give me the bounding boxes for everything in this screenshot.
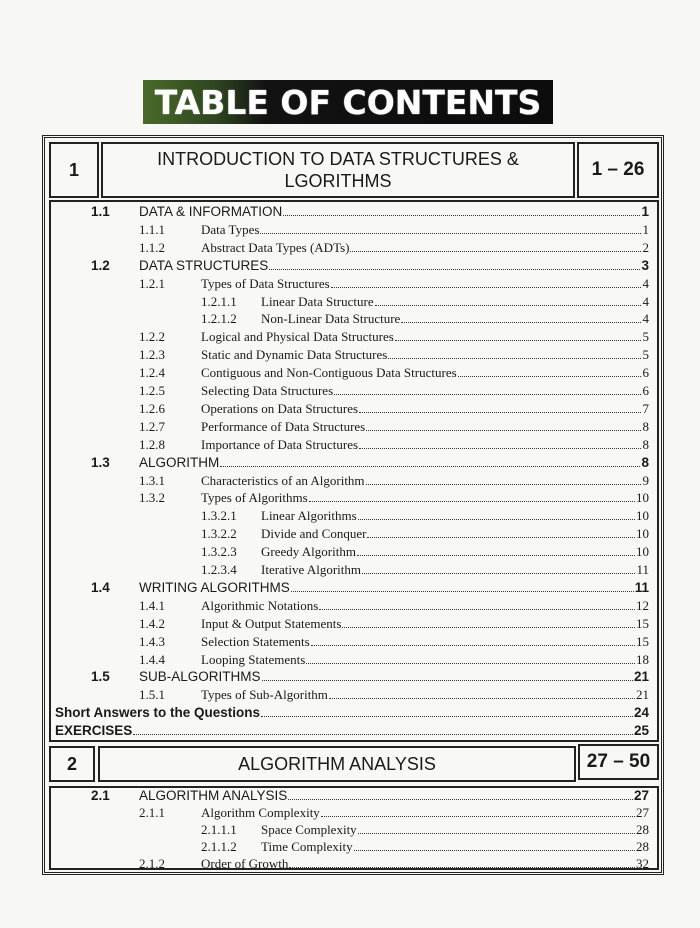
toc-entry-number: 1.4.1 bbox=[139, 597, 165, 613]
toc-entry-page: 3 bbox=[641, 257, 649, 273]
dot-leader bbox=[359, 437, 641, 449]
dot-leader bbox=[306, 652, 635, 664]
dot-leader bbox=[311, 634, 635, 646]
toc-entry-number: 1.3.2.1 bbox=[201, 508, 237, 524]
toc-entry-number: 2.1 bbox=[91, 788, 110, 803]
toc-entry-number: 1.3 bbox=[91, 454, 110, 470]
dot-leader bbox=[388, 347, 641, 359]
toc-entry[interactable] bbox=[51, 347, 657, 365]
chapter-1-entries bbox=[49, 200, 659, 742]
toc-entry-page: 11 bbox=[634, 579, 649, 595]
toc-entry-number: 1.3.2 bbox=[139, 490, 165, 506]
toc-entry-page: 21 bbox=[636, 687, 649, 703]
toc-entry[interactable] bbox=[51, 788, 657, 806]
toc-entry-label: Linear Algorithms bbox=[261, 508, 357, 524]
toc-entry-label: Abstract Data Types (ADTs) bbox=[201, 239, 350, 255]
toc-entry[interactable] bbox=[51, 365, 657, 383]
toc-entry[interactable] bbox=[51, 526, 657, 544]
dot-leader bbox=[375, 294, 641, 306]
chapter-1-number: 1 bbox=[49, 142, 99, 198]
dot-leader bbox=[334, 383, 641, 395]
toc-entry-number: 1.4 bbox=[91, 579, 110, 595]
toc-entry-number: 1.1.2 bbox=[139, 239, 165, 255]
toc-entry[interactable] bbox=[51, 222, 657, 240]
toc-entry-page: 28 bbox=[636, 822, 649, 837]
toc-entry-number: 1.4.2 bbox=[139, 615, 165, 631]
toc-entry-page: 5 bbox=[642, 347, 649, 363]
toc-entry-label: Divide and Conquer bbox=[261, 526, 367, 542]
toc-entry[interactable] bbox=[51, 634, 657, 652]
page-title-banner bbox=[143, 80, 553, 124]
toc-entry-label: Logical and Physical Data Structures bbox=[201, 329, 394, 345]
toc-entry-page: 4 bbox=[642, 293, 649, 309]
toc-entry[interactable] bbox=[51, 687, 657, 705]
toc-entry-page: 18 bbox=[636, 651, 649, 667]
toc-entry[interactable] bbox=[51, 455, 657, 473]
toc-entry[interactable] bbox=[51, 490, 657, 508]
toc-entry-number: 1.2.8 bbox=[139, 436, 165, 452]
toc-entry-page: 10 bbox=[636, 526, 649, 542]
toc-entry-number: 1.2 bbox=[91, 257, 110, 273]
toc-entry-label: Selecting Data Structures bbox=[201, 383, 334, 398]
toc-entry[interactable] bbox=[51, 856, 657, 874]
toc-entry-page: 1 bbox=[642, 221, 649, 237]
toc-entry-page: 8 bbox=[642, 436, 649, 452]
dot-leader bbox=[359, 401, 641, 413]
dot-leader bbox=[321, 805, 635, 817]
toc-entry-number: 1.3.1 bbox=[139, 472, 165, 488]
toc-entry-page: 8 bbox=[642, 418, 649, 434]
toc-entry-number: 1.3.2.3 bbox=[201, 544, 237, 560]
toc-entry-page: 1 bbox=[641, 204, 649, 219]
dot-leader bbox=[319, 598, 635, 610]
toc-entry-page: 32 bbox=[636, 856, 649, 871]
dot-leader bbox=[261, 705, 633, 717]
toc-entry[interactable] bbox=[51, 401, 657, 419]
toc-entry[interactable] bbox=[51, 580, 657, 598]
dot-leader bbox=[366, 473, 641, 485]
dot-leader bbox=[401, 311, 641, 323]
toc-entry-number: 1.2.2 bbox=[139, 329, 165, 345]
toc-entry-page: 27 bbox=[636, 805, 649, 820]
toc-entry[interactable] bbox=[51, 508, 657, 526]
toc-entry-label: Importance of Data Structures bbox=[201, 436, 359, 452]
chapter-2-entries bbox=[49, 786, 659, 870]
toc-entry[interactable] bbox=[51, 329, 657, 347]
toc-entry-label: Input & Output Statements bbox=[201, 615, 342, 631]
toc-entry-page: 21 bbox=[633, 669, 649, 685]
dot-leader bbox=[366, 419, 641, 431]
dot-leader bbox=[331, 276, 641, 288]
toc-entry-label: Greedy Algorithm bbox=[261, 544, 356, 560]
toc-entry[interactable] bbox=[51, 822, 657, 840]
page-title: TABLE OF CONTENTS bbox=[154, 82, 542, 122]
toc-entry-label: Selection Statements bbox=[201, 633, 310, 649]
dot-leader bbox=[362, 562, 635, 574]
toc-entry[interactable] bbox=[51, 652, 657, 670]
toc-entry-page: 2 bbox=[642, 239, 649, 255]
toc-entry-label: ALGORITHM bbox=[139, 454, 220, 470]
toc-entry-label: Characteristics of an Algorithm bbox=[201, 472, 365, 488]
toc-entry-page: 28 bbox=[636, 839, 649, 854]
toc-entry-label: Operations on Data Structures bbox=[201, 400, 359, 416]
toc-entry-page: 6 bbox=[642, 365, 649, 381]
toc-entry-number: 2.1.1.2 bbox=[201, 839, 237, 854]
toc-entry[interactable] bbox=[51, 723, 657, 741]
toc-entry-page: 10 bbox=[636, 508, 649, 524]
chapter-1-title-line1: INTRODUCTION TO DATA STRUCTURES & bbox=[157, 149, 519, 169]
toc-entry[interactable] bbox=[51, 204, 657, 222]
toc-entry-page: 5 bbox=[642, 329, 649, 345]
dot-leader bbox=[458, 365, 641, 377]
chapter-2-page-range: 27 – 50 bbox=[578, 744, 659, 780]
toc-entry[interactable] bbox=[51, 294, 657, 312]
dot-leader bbox=[288, 788, 633, 800]
toc-entry-page: 8 bbox=[641, 454, 649, 470]
toc-entry[interactable] bbox=[51, 805, 657, 823]
dot-leader bbox=[269, 258, 640, 270]
toc-entry-label: Order of Growth bbox=[201, 856, 289, 871]
toc-entry-number: 1.2.3 bbox=[139, 347, 165, 363]
toc-entry-number: 2.1.1 bbox=[139, 805, 165, 820]
toc-entry-number: 1.4.4 bbox=[139, 651, 165, 667]
toc-entry-number: 1.2.1.2 bbox=[201, 311, 237, 327]
toc-entry-label: Static and Dynamic Data Structures bbox=[201, 347, 388, 363]
toc-entry-page: 6 bbox=[642, 383, 649, 398]
toc-entry[interactable] bbox=[51, 598, 657, 616]
toc-entry-page: 9 bbox=[642, 472, 649, 488]
toc-entry-label: SUB-ALGORITHMS bbox=[139, 669, 261, 685]
toc-entry-page: 24 bbox=[633, 705, 649, 721]
dot-leader bbox=[357, 544, 635, 556]
toc-entry[interactable] bbox=[51, 437, 657, 455]
toc-entry-page: 10 bbox=[636, 544, 649, 560]
toc-entry-number: 1.2.4 bbox=[139, 365, 165, 381]
toc-entry-label: Contiguous and Non-Contiguous Data Structures bbox=[201, 365, 457, 381]
chapter-1-title-line2: LGORITHMS bbox=[284, 171, 392, 191]
toc-entry-label: Non-Linear Data Structure bbox=[261, 311, 401, 327]
toc-entry-page: 12 bbox=[636, 597, 649, 613]
toc-frame bbox=[42, 135, 664, 875]
dot-leader bbox=[133, 723, 633, 735]
toc-entry[interactable] bbox=[51, 383, 657, 401]
dot-leader bbox=[262, 669, 633, 681]
toc-entry-label: ALGORITHM ANALYSIS bbox=[139, 788, 288, 803]
toc-entry-number: 1.2.7 bbox=[139, 418, 165, 434]
chapter-2-title bbox=[98, 746, 576, 782]
dot-leader bbox=[354, 839, 635, 851]
toc-entry-number: 1.2.3.4 bbox=[201, 562, 237, 577]
toc-entry-number: 1.3.2.2 bbox=[201, 526, 237, 542]
toc-entry-number: 1.5 bbox=[91, 669, 110, 685]
dot-leader bbox=[329, 687, 635, 699]
dot-leader bbox=[260, 222, 641, 234]
toc-entry-number: 1.2.6 bbox=[139, 400, 165, 416]
toc-entry-label: EXERCISES bbox=[55, 723, 133, 739]
dot-leader bbox=[367, 526, 635, 538]
toc-entry-number: 1.2.5 bbox=[139, 383, 165, 398]
toc-entry-page: 7 bbox=[642, 400, 649, 416]
toc-entry-page: 4 bbox=[642, 311, 649, 327]
toc-entry-number: 1.1 bbox=[91, 204, 110, 219]
toc-entry-label: Types of Sub-Algorithm bbox=[201, 687, 328, 703]
toc-entry-number: 1.2.1.1 bbox=[201, 293, 237, 309]
toc-entry-number: 1.1.1 bbox=[139, 221, 165, 237]
toc-entry-page: 25 bbox=[633, 723, 649, 739]
toc-entry-number: 1.5.1 bbox=[139, 687, 165, 703]
toc-entry-page: 4 bbox=[642, 275, 649, 291]
toc-entry-label: DATA & INFORMATION bbox=[139, 204, 283, 219]
toc-entry-label: WRITING ALGORITHMS bbox=[139, 579, 290, 595]
toc-entry-label: Types of Data Structures bbox=[201, 275, 330, 291]
toc-entry-label: DATA STRUCTURES bbox=[139, 257, 269, 273]
toc-entry-label: Space Complexity bbox=[261, 822, 357, 837]
toc-entry[interactable] bbox=[51, 240, 657, 258]
toc-entry-page: 27 bbox=[633, 788, 649, 803]
toc-entry-number: 1.2.1 bbox=[139, 275, 165, 291]
toc-entry-number: 2.1.1.1 bbox=[201, 822, 237, 837]
toc-entry-label: Time Complexity bbox=[261, 839, 353, 854]
toc-entry-label: Linear Data Structure bbox=[261, 293, 374, 309]
toc-entry-page: 11 bbox=[636, 562, 649, 577]
toc-entry[interactable] bbox=[51, 276, 657, 294]
chapter-2-number: 2 bbox=[49, 746, 95, 782]
chapter-1-page-range: 1 – 26 bbox=[577, 142, 659, 198]
toc-entry[interactable] bbox=[51, 616, 657, 634]
toc-entry-label: Iterative Algorithm bbox=[261, 562, 362, 577]
dot-leader bbox=[350, 240, 641, 252]
dot-leader bbox=[309, 490, 635, 502]
toc-entry[interactable] bbox=[51, 544, 657, 562]
toc-entry-label: Algorithmic Notations bbox=[201, 597, 319, 613]
toc-entry-page: 15 bbox=[636, 633, 649, 649]
toc-entry[interactable] bbox=[51, 839, 657, 857]
toc-entry-page: 10 bbox=[636, 490, 649, 506]
toc-entry-label: Data Types bbox=[201, 221, 260, 237]
toc-entry-label: Performance of Data Structures bbox=[201, 418, 366, 434]
toc-entry[interactable] bbox=[51, 311, 657, 329]
toc-entry[interactable] bbox=[51, 419, 657, 437]
chapter-2-title-line1: ALGORITHM ANALYSIS bbox=[238, 754, 436, 774]
toc-entry-label: Short Answers to the Questions bbox=[55, 705, 261, 721]
toc-entry-label: Looping Statements bbox=[201, 651, 306, 667]
dot-leader bbox=[220, 455, 640, 467]
toc-entry[interactable] bbox=[51, 258, 657, 276]
toc-entry-label: Algorithm Complexity bbox=[201, 805, 320, 820]
dot-leader bbox=[358, 508, 635, 520]
dot-leader bbox=[358, 822, 635, 834]
toc-entry-number: 1.4.3 bbox=[139, 633, 165, 649]
toc-entry-page: 15 bbox=[636, 615, 649, 631]
toc-entry-label: Types of Algorithms bbox=[201, 490, 308, 506]
toc-entry-number: 2.1.2 bbox=[139, 856, 165, 871]
toc-entry[interactable] bbox=[51, 473, 657, 491]
dot-leader bbox=[395, 329, 641, 341]
toc-entry[interactable] bbox=[51, 705, 657, 723]
dot-leader bbox=[291, 580, 634, 592]
chapter-1-title bbox=[101, 142, 575, 198]
dot-leader bbox=[289, 856, 635, 868]
toc-entry[interactable] bbox=[51, 669, 657, 687]
dot-leader bbox=[342, 616, 635, 628]
dot-leader bbox=[283, 204, 640, 216]
toc-entry[interactable] bbox=[51, 562, 657, 580]
